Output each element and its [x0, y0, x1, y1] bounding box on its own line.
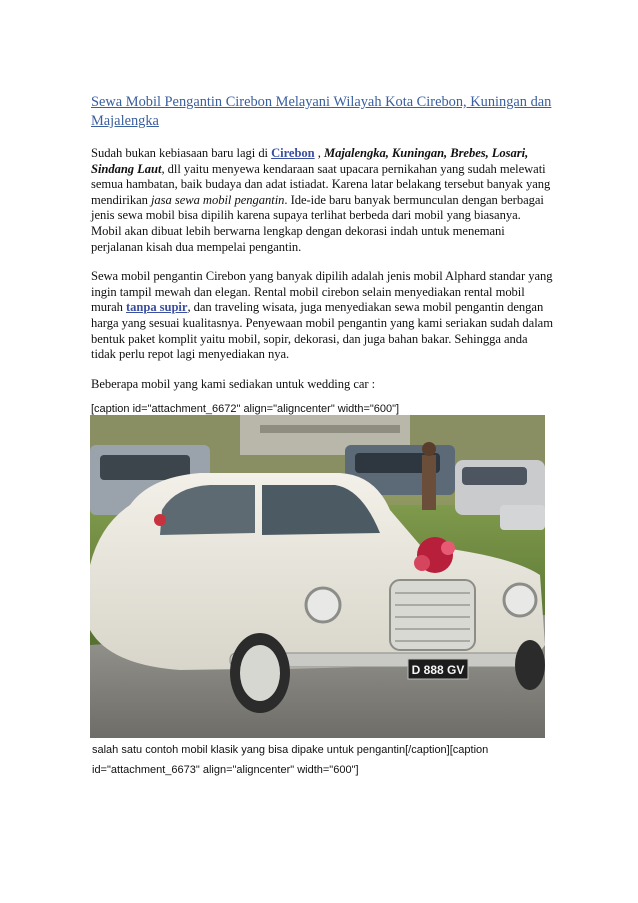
wedding-car-photo [90, 415, 545, 738]
link-cirebon[interactable]: Cirebon [271, 146, 315, 160]
document-body [91, 93, 553, 417]
photo-caption: salah satu contoh mobil klasik yang bisa dipake untuk pengantin[/caption][caption id="attachment_6673" align="aligncenter" width="600"] [92, 744, 489, 776]
license-plate-text: D 888 GV [411, 663, 465, 677]
paragraph-intro [91, 146, 553, 255]
link-tanpa-supir[interactable]: tanpa supir [126, 300, 188, 315]
text: , dan traveling wisata, juga menyediakan sewa mobil pengantin dengan harga yang sesuai kualitasnya. Penyewaan mobil pengantin yang kami seriakan sudah dalam bentuk paket komplit yaitu mobil, sopir, dekorasi, dan juga bahan bakar. Sehingga anda tidak perlu repot lagi menyediakan nya. [91, 300, 553, 362]
places-text: Majalengka, Kuningan, Brebes, Losari, Sindang Laut [91, 146, 529, 176]
text: . Ide-ide baru banyak bermunculan dengan berbagai jenis sewa mobil bisa dipilih karena supaya terlihat berbeda dari mobil yang biasanya. Mobil akan dibuat lebih berwarna lengkap dengan dekorasi indah untuk menemani perjalanan kisah dua mempelai pengantin. [91, 192, 544, 254]
text: , dll yaitu menyewa kendaraan saat upacara pernikahan yang sudah melewati semua hambatan, baik budaya dan adat istiadat. Karena latar belakang tersebut banyak yang mendirikan [91, 161, 551, 207]
article-title[interactable]: Sewa Mobil Pengantin Cirebon Melayani Wilayah Kota Cirebon, Kuningan dan Majalengka [91, 94, 552, 129]
text: , [314, 146, 324, 160]
italic-service-text: jasa sewa mobil pengantin [150, 192, 285, 207]
paragraph-list-intro: Beberapa mobil yang kami sediakan untuk wedding car : [91, 376, 376, 391]
paragraph-alphard [91, 269, 553, 363]
text: Sudah bukan kebiasaan baru lagi di [91, 146, 272, 160]
text: Sewa mobil pengantin Cirebon yang banyak dipilih adalah jenis mobil Alphard standar yang ingin tampil mewah dan elegan. Rental mobil cirebon selain menyediakan rental mobil murah [91, 269, 553, 315]
caption-shortcode-open: [caption id="attachment_6672" align="aligncenter" width="600"] [91, 403, 400, 416]
